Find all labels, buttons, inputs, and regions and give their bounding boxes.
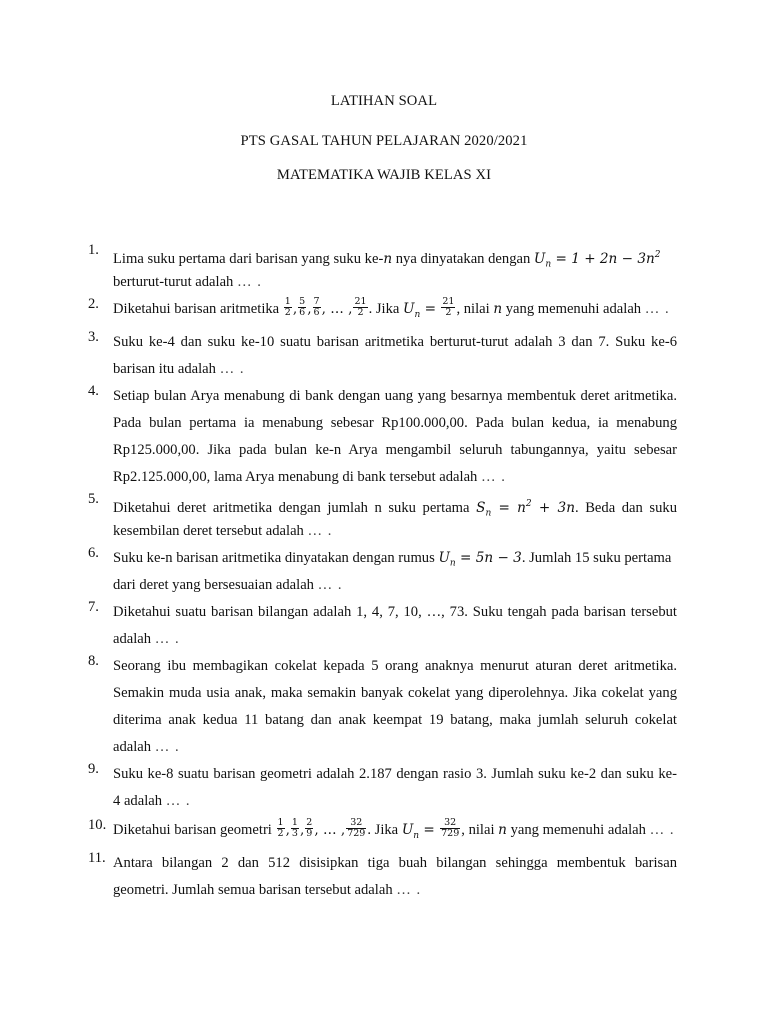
formula-sn: $S_n = n^2 + 3n$ [476, 499, 575, 519]
question-text: Diketahui barisan aritmetika $\frac{1}{2}$ , $\frac{5}{6}$ , $\frac{7}{6}$ , … , $\frac{21}{2}$ . Jika $U_n$ = $\frac{21}{2}$ , nilai n yang memenuhi adalah … . [113, 296, 670, 320]
doc-title: LATIHAN SOAL [330, 93, 438, 109]
fraction: $\frac{32}{729}$ [441, 817, 460, 840]
fraction: $\frac{21}{2}$ [442, 296, 455, 319]
fraction: $\frac{5}{6}$ [299, 296, 306, 319]
fraction: $\frac{1}{2}$ [284, 296, 291, 319]
question-number: 11. [88, 850, 106, 866]
question-text: Antara bilangan 2 dan 512 disisipkan tiga buah bilangan sehingga membentuk barisan geometri. Jumlah semua barisan tersebut adalah … . [113, 855, 677, 898]
question-number: 7. [88, 599, 99, 615]
fraction: $\frac{32}{729}$ [347, 817, 366, 840]
question-number: 4. [88, 383, 99, 399]
question-text: Lima suku pertama dari barisan yang suku ke-n nya dinyatakan dengan $U_n = 1 + 2n - 3n^2$ berturut-turut adalah … . [113, 250, 661, 290]
question-number: 8. [88, 653, 99, 669]
question-text: Suku ke-n barisan aritmetika dinyatakan dengan rumus $U_n = 5n - 3$. Jumlah 15 suku pertama dari deret yang bersesuaian adalah … . [113, 550, 672, 593]
question-text: Diketahui suatu barisan bilangan adalah 1, 4, 7, 10, …, 73. Suku tengah pada barisan tersebut adalah … . [113, 604, 677, 647]
fraction: $\frac{1}{2}$ [277, 817, 284, 840]
formula-un: $U_n = 5n - 3$ [438, 550, 522, 569]
question-number: 2. [88, 296, 99, 312]
question-number: 10. [88, 817, 107, 833]
question-number: 3. [88, 329, 99, 345]
question-number: 1. [88, 242, 99, 258]
fraction: $\frac{2}{9}$ [306, 817, 313, 840]
question-text: Setiap bulan Arya menabung di bank dengan uang yang besarnya membentuk deret aritmetika. Pada bulan pertama ia menabung sebesar Rp100.000,00. Pada bulan kedua, ia menabung Rp125.000,00. Jika pada bulan ke-n Arya mengambil seluruh tabungannya, yaitu sebesar Rp2.125.000,00, lama Arya menabung di bank tersebut adalah … . [113, 388, 677, 485]
formula-un: $U_n = 1 + 2n - 3n^2$ [533, 250, 661, 270]
fraction: $\frac{7}{6}$ [313, 296, 320, 319]
question-number: 6. [88, 545, 99, 561]
question-text: Seorang ibu membagikan cokelat kepada 5 orang anaknya menurut aturan deret aritmetika. Semakin muda usia anak, maka semakin banyak cokelat yang diperolehnya. Jika cokelat yang diterima anak kedua 11 batang dan anak keempat 19 batang, maka jumlah seluruh cokelat adalah … . [113, 658, 677, 755]
fraction: $\frac{21}{2}$ [354, 296, 367, 319]
fraction: $\frac{1}{3}$ [291, 817, 298, 840]
question-text: Suku ke-4 dan suku ke-10 suatu barisan aritmetika berturut-turut adalah 3 dan 7. Suku ke-6 barisan itu adalah … . [113, 334, 677, 377]
exam-title: PTS GASAL TAHUN PELAJARAN 2020/2021 [240, 133, 528, 149]
question-number: 9. [88, 761, 99, 777]
subject-title: MATEMATIKA WAJIB KELAS XI [276, 167, 492, 183]
question-text: Diketahui barisan geometri $\frac{1}{2}$ , $\frac{1}{3}$ , $\frac{2}{9}$ , … , $\frac{32}{729}$ . Jika $U_n$ = $\frac{32}{729}$ , nilai n yang memenuhi adalah … . [113, 817, 675, 841]
question-text: Diketahui deret aritmetika dengan jumlah n suku pertama $S_n = n^2 + 3n$. Beda dan suku kesembilan deret tersebut adalah … . [113, 499, 677, 539]
question-text: Suku ke-8 suatu barisan geometri adalah 2.187 dengan rasio 3. Jumlah suku ke-2 dan suku ke- 4 adalah … . [113, 766, 677, 809]
question-number: 5. [88, 491, 99, 507]
